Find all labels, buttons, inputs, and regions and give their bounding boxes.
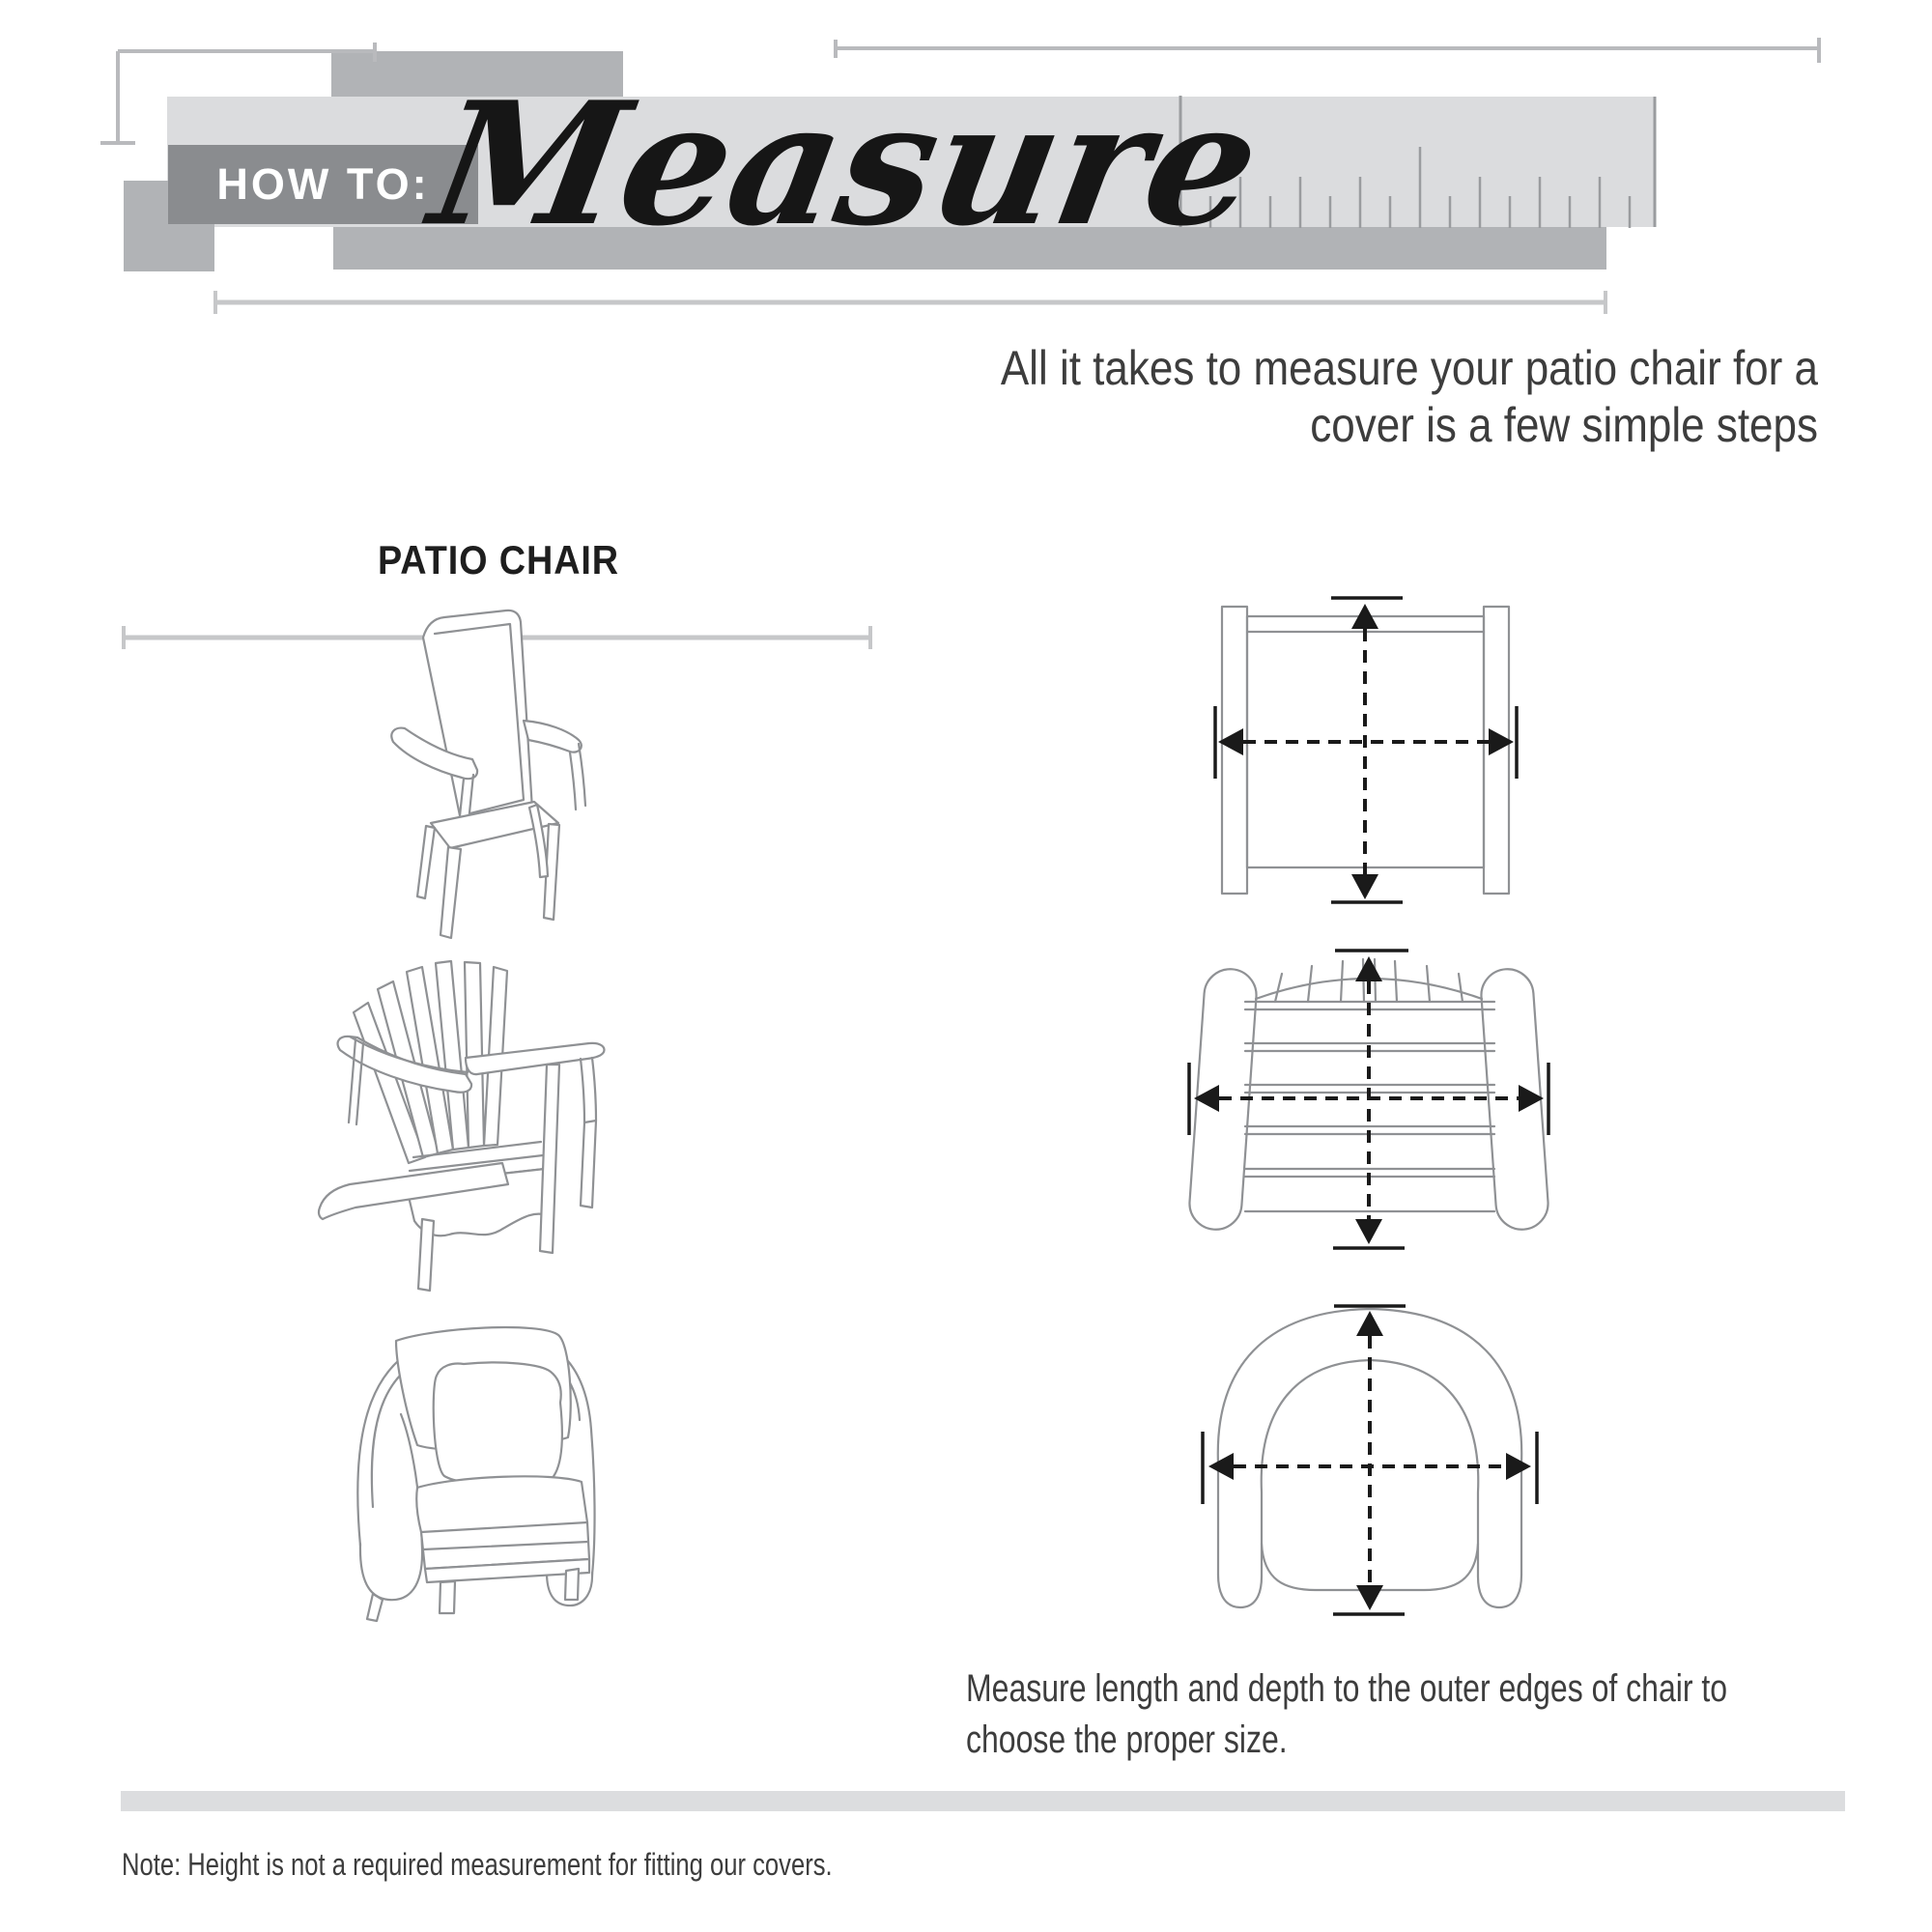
chair-legs xyxy=(440,847,461,938)
subtitle xyxy=(883,340,1818,454)
dining-chair-top-view xyxy=(1188,570,1555,927)
kicker-label: HOW TO: xyxy=(216,159,430,209)
caption-line-1: Measure length and depth to the outer edges of chair to xyxy=(966,1667,1728,1710)
corner-bracket-left xyxy=(100,43,375,143)
footer-divider-bar xyxy=(121,1791,1845,1811)
wicker-armchair-illustration xyxy=(319,1312,642,1640)
section-label: PATIO CHAIR xyxy=(377,537,619,582)
armchair-top-view xyxy=(1183,1290,1555,1633)
dining-chair-illustration xyxy=(362,604,604,956)
subtitle-line-1: All it takes to measure your patio chair for a xyxy=(1000,341,1818,395)
adirondack-chair-illustration xyxy=(304,954,633,1302)
measure-bracket-top xyxy=(836,38,1819,63)
caption-line-2: choose the proper size. xyxy=(966,1719,1288,1761)
adirondack-right-arm xyxy=(466,1043,604,1074)
adirondack-top-view xyxy=(1174,942,1565,1261)
chair-feet xyxy=(440,1581,455,1613)
depth-arrow xyxy=(1333,1306,1406,1614)
wicker-left-arm xyxy=(360,1414,422,1600)
chair-right-arm xyxy=(524,721,582,753)
header-underline-rule xyxy=(215,291,1605,314)
chair-back xyxy=(423,611,532,825)
front-pillow xyxy=(434,1362,562,1486)
measure-caption xyxy=(966,1663,1816,1766)
depth-arrow xyxy=(1331,598,1403,902)
adirondack-legs xyxy=(540,1065,559,1253)
subtitle-line-2: cover is a few simple steps xyxy=(1310,398,1818,452)
footer-note: Note: Height is not a required measurement for fitting our covers. xyxy=(122,1847,833,1882)
page-title: Measure xyxy=(418,66,1273,264)
